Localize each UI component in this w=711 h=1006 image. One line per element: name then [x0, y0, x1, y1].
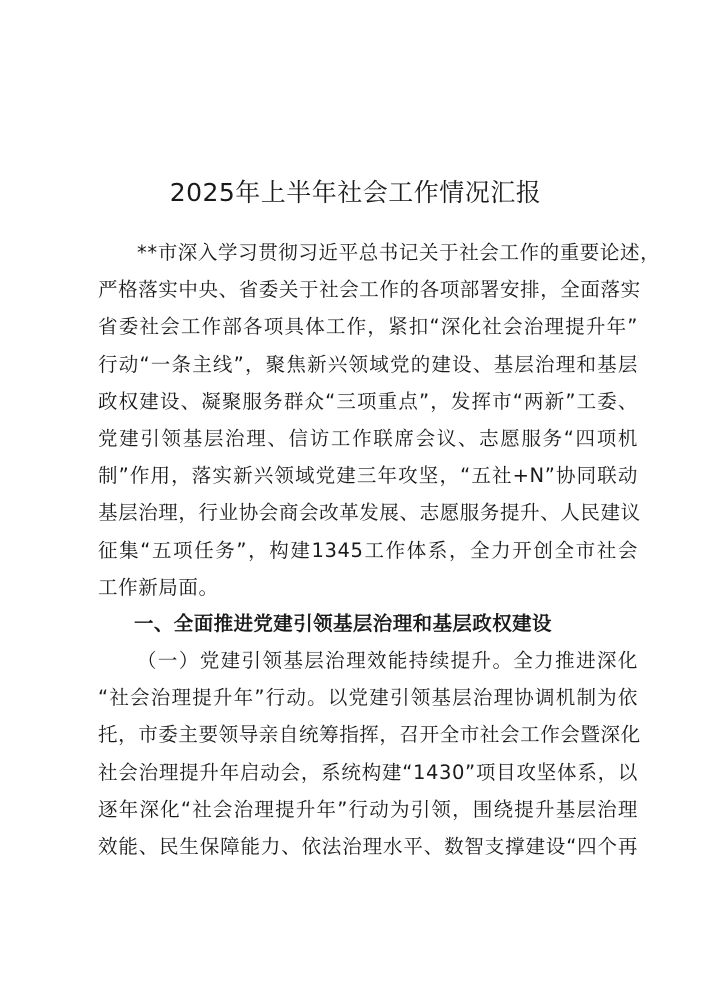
paragraph-line: 政权建设、凝聚服务群众“三项重点”，发挥市“两新”工委、	[98, 389, 638, 413]
paragraph-line: 严格落实中央、省委关于社会工作的各项部署安排，全面落实	[98, 278, 641, 302]
paragraph-line: 征集“五项任务”，构建1345工作体系，全力开创全市社会	[98, 538, 638, 562]
intro-paragraph	[98, 234, 661, 606]
paragraph-line: 逐年深化“社会治理提升年”行动为引领，围绕提升基层治理	[98, 797, 638, 821]
paragraph-line: 行动“一条主线”，聚焦新兴领域党的建设、基层治理和基层	[98, 352, 638, 376]
section-heading: 一、全面推进党建引领基层治理和基层政权建设	[134, 612, 552, 635]
paragraph-line: 制”作用，落实新兴领域党建三年攻坚，“五社+N”协同联动	[98, 464, 638, 488]
paragraph-line: 基层治理，行业协会商会改革发展、志愿服务提升、人民建议	[98, 501, 641, 525]
paragraph-line: **市深入学习贯彻习近平总书记关于社会工作的重要论述，	[137, 241, 661, 264]
paragraph-line: 效能、民生保障能力、依法治理水平、数智支撑建设“四个再	[98, 834, 638, 858]
paragraph-line: 社会治理提升年启动会，系统构建“1430”项目攻坚体系，以	[98, 760, 638, 784]
paragraph-line: 托，市委主要领导亲自统筹指挥，召开全市社会工作会暨深化	[98, 723, 641, 747]
paragraph-line: “社会治理提升年”行动。以党建引领基层治理协调机制为依	[98, 686, 638, 710]
paragraph-line: 工作新局面。	[98, 575, 219, 599]
document-title: 2025年上半年社会工作情况汇报	[169, 178, 542, 207]
section-paragraph	[98, 642, 641, 865]
paragraph-line: 党建引领基层治理、信访工作联席会议、志愿服务“四项机	[98, 426, 638, 450]
paragraph-line: 省委社会工作部各项具体工作，紧扣“深化社会治理提升年”	[98, 315, 638, 339]
paragraph-line: （一）党建引领基层治理效能持续提升。全力推进深化	[137, 649, 638, 672]
